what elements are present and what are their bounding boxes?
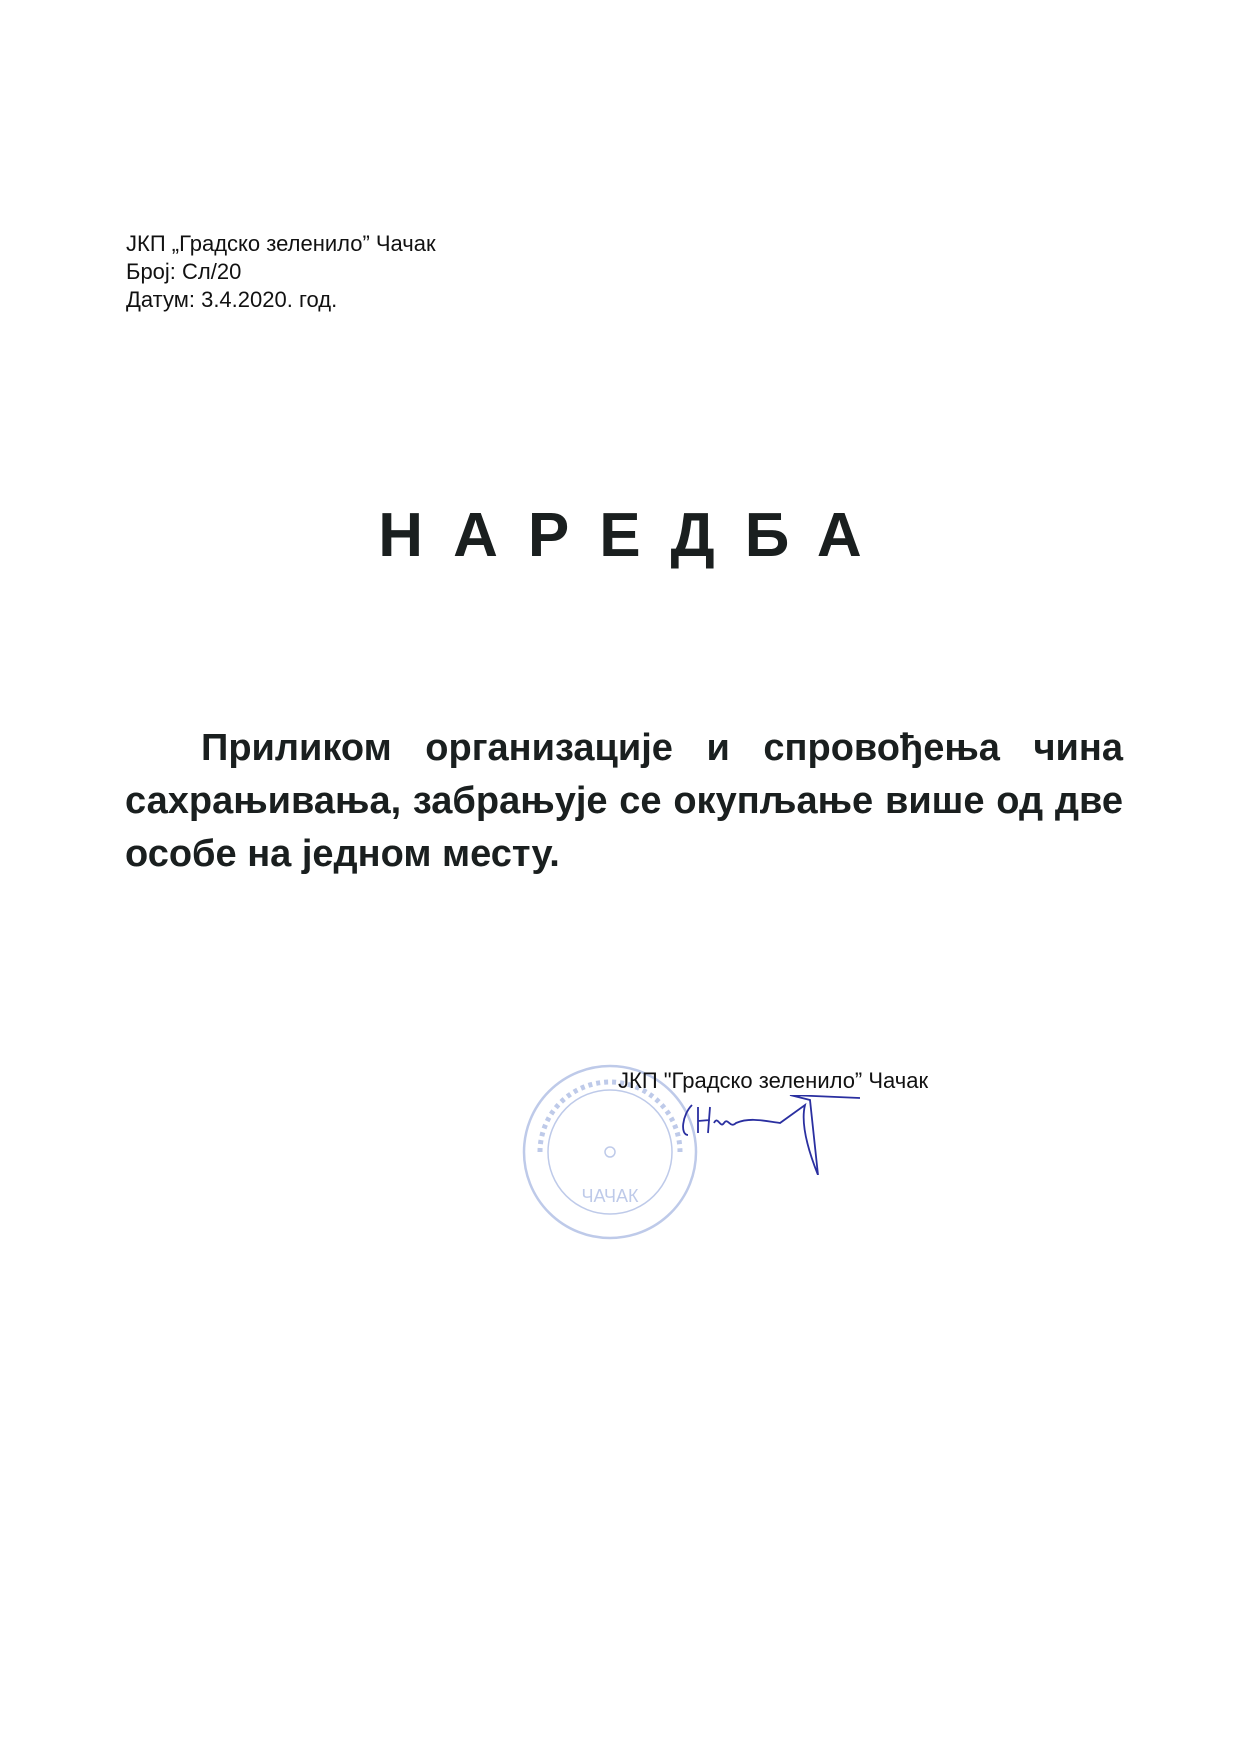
document-body	[125, 722, 1123, 881]
document-date: Датум: 3.4.2020. год.	[126, 287, 338, 312]
order-text: Приликом организације и спровођења чина сахрањивања, забрањује се окупљање више од две особе на једном месту.	[125, 727, 1123, 875]
document-title: НАРЕДБА	[378, 501, 892, 570]
stamp-city: ЧАЧАК	[581, 1186, 639, 1206]
handwritten-signature	[680, 1095, 860, 1175]
organization-name: ЈКП „Градско зеленило” Чачак	[126, 231, 436, 256]
signature-organization: ЈКП "Градско зеленило” Чачак	[618, 1068, 929, 1093]
document-header	[126, 230, 436, 314]
document-number: Број: Сл/20	[126, 259, 242, 284]
